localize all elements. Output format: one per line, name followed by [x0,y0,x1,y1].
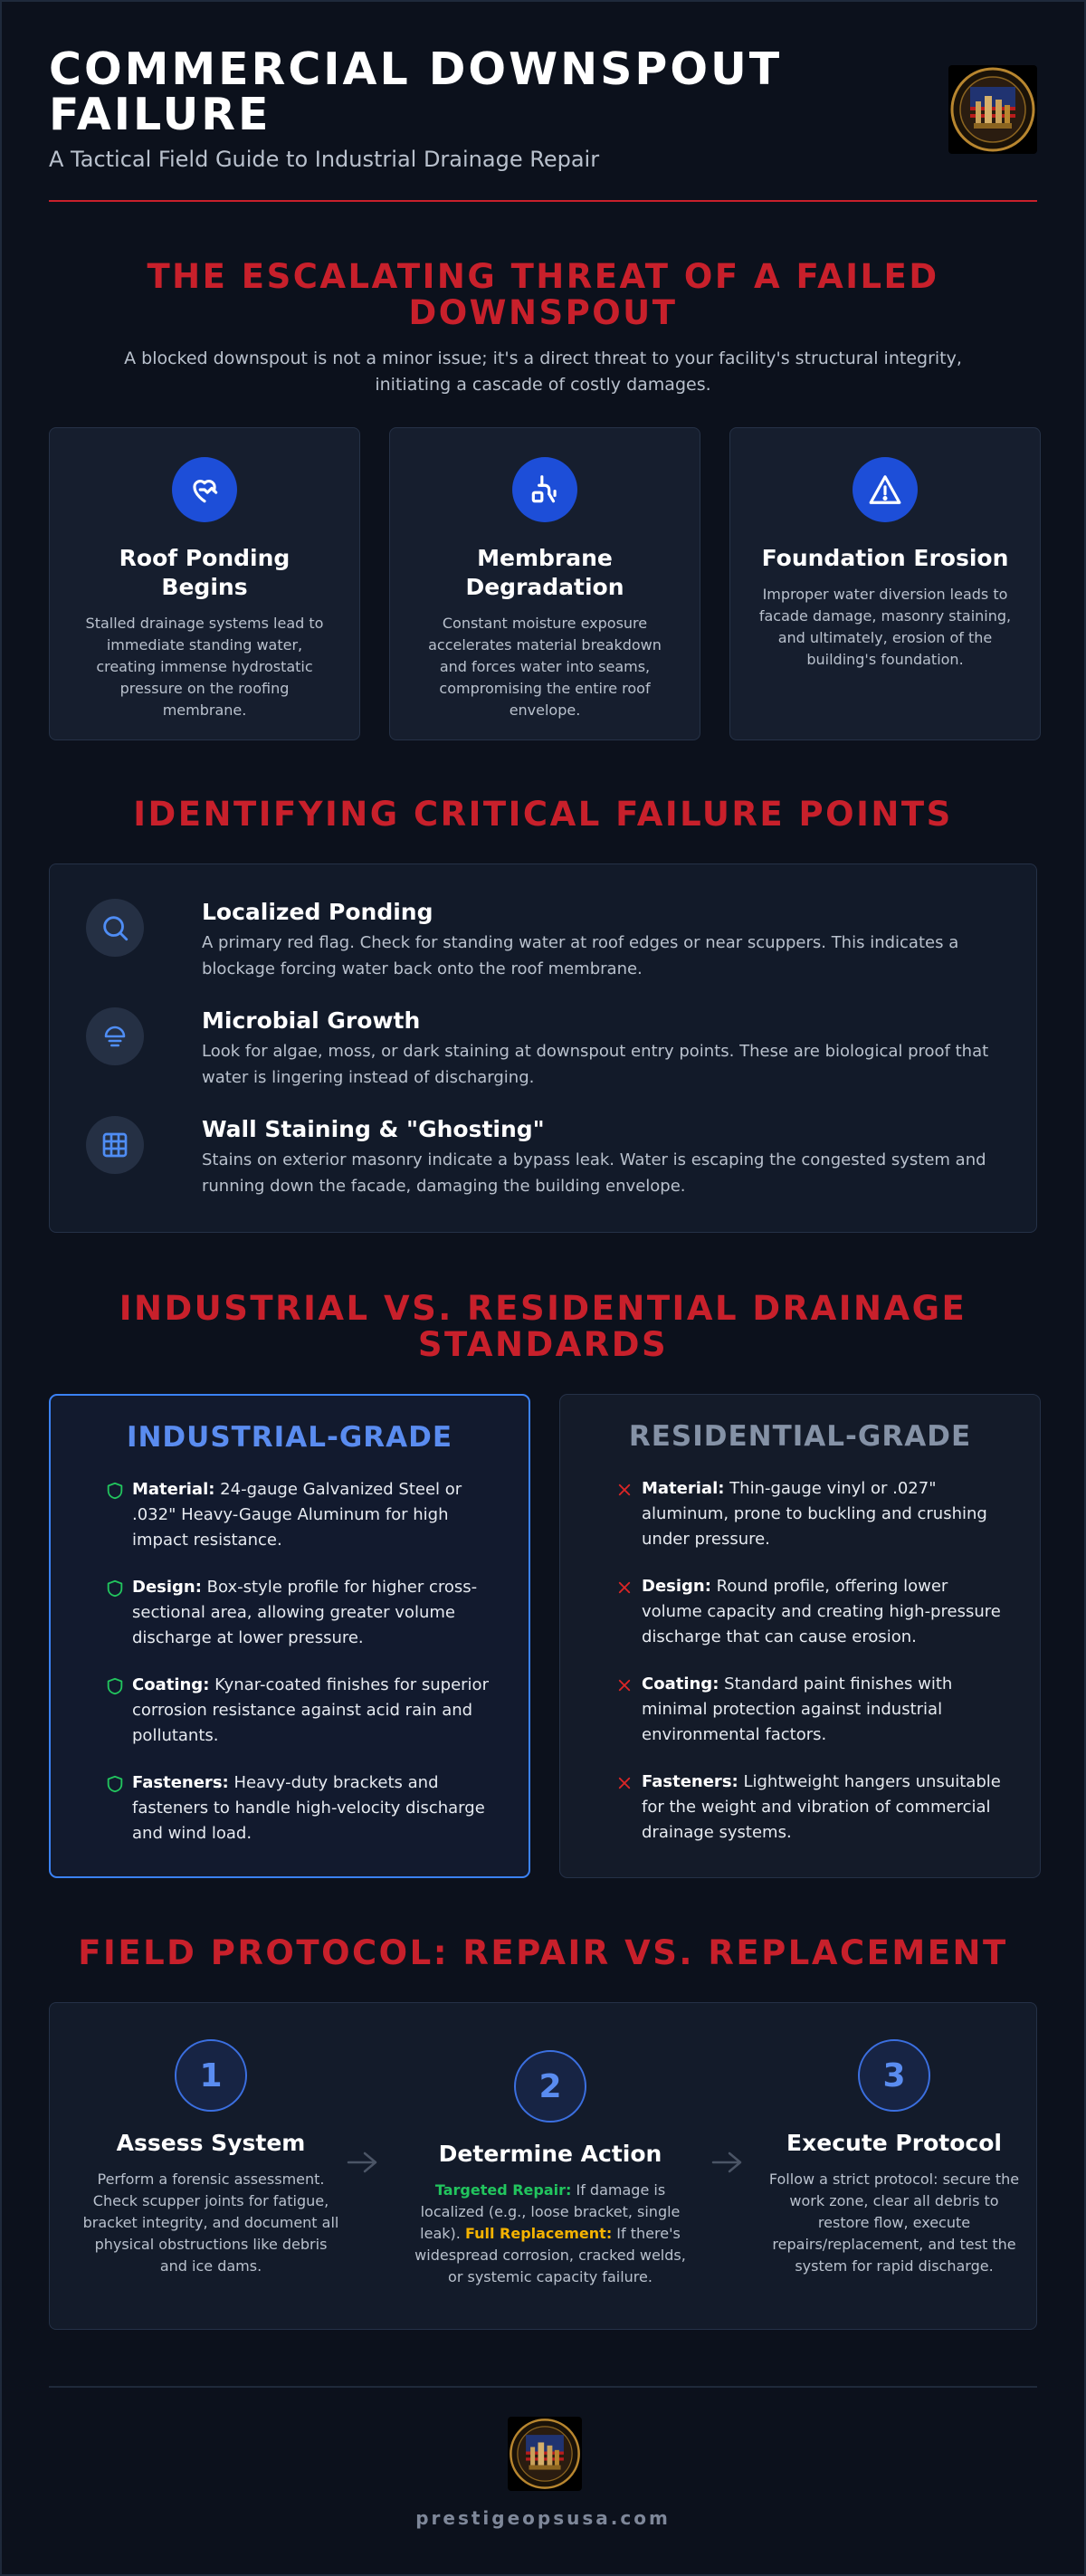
protocol-step-execute [763,2039,1025,2277]
industrial-row-material: Material: 24-gauge Galvanized Steel or .032" Heavy-Gauge Aluminum for high impact resistance. [78,1477,501,1553]
pipe-leak-icon [512,457,577,522]
step-number-badge: 1 [175,2039,247,2112]
residential-grade-title: RESIDENTIAL-GRADE [628,1420,972,1453]
threat-section-title: THE ESCALATING THREAT OF A FAILED DOWNSPOUT [147,257,939,332]
step-number-badge: 3 [858,2039,930,2112]
x-icon [614,1675,634,1695]
shield-check-icon [105,1774,125,1794]
failure-item-text: A primary red flag. Check for standing water at roof edges or near scuppers. This indicates a blockage forcing water back onto the roof membrane. [202,933,959,978]
step-text: Targeted Repair: If damage is localized (e.g., loose bracket, single leak). Full Replacement: If there's widespread corrosion, cracked welds, or systemic capacity failure. [414,2181,686,2285]
threat-card-title: Foundation Erosion [761,545,1009,571]
header-divider [49,200,1037,202]
heart-hand-icon [172,457,237,522]
eagle-emblem-icon [508,2417,582,2491]
threat-card-text: Stalled drainage systems lead to immediate standing water, creating immense hydrostatic pressure on the roofing membrane. [85,615,324,719]
threat-card-text: Constant moisture exposure accelerates material breakdown and forces water into seams, compromising the entire roof envelope. [428,615,662,719]
residential-row-coating: Coating: Standard paint finishes with minimal protection against industrial environmental factors. [587,1672,1013,1748]
shield-check-icon [105,1676,125,1696]
failure-points-panel [49,863,1037,1233]
step-title: Determine Action [438,2141,662,2167]
brick-wall-icon [86,1116,144,1174]
failure-item-text: Look for algae, moss, or dark staining at downspout entry points. These are biological proof that water is lingering instead of discharging. [202,1042,989,1087]
shield-check-icon [105,1579,125,1598]
residential-grade-card [559,1394,1041,1878]
failure-item-microbial [86,1007,1000,1091]
residential-row-material: Material: Thin-gauge vinyl or .027" aluminum, prone to buckling and crushing under pressure. [587,1476,1013,1552]
industrial-row-coating: Coating: Kynar-coated finishes for superior corrosion resistance against acid rain and pollutants. [78,1673,501,1749]
protocol-section-title: FIELD PROTOCOL: REPAIR VS. REPLACEMENT [78,1933,1008,1972]
x-icon [614,1578,634,1598]
industrial-grade-card [49,1394,530,1878]
failure-item-text: Stains on exterior masonry indicate a bypass leak. Water is escaping the congested system and running down the facade, damaging the building envelope. [202,1150,986,1196]
x-icon [614,1773,634,1793]
header [49,43,827,172]
protocol-step-determine [414,2050,686,2288]
threat-card-membrane [389,427,700,740]
warning-triangle-icon [853,457,918,522]
step-title: Assess System [116,2130,306,2156]
failure-item-title: Microbial Growth [202,1007,421,1034]
failure-item-wall-staining [86,1116,1000,1199]
eagle-emblem-icon [948,65,1037,154]
threat-card-foundation [729,427,1041,740]
footer-logo [508,2417,582,2491]
residential-row-design: Design: Round profile, offering lower volume capacity and creating high-pressure discharge that can cause erosion. [587,1574,1013,1650]
threat-card-title: Roof Ponding Begins [119,545,291,600]
step-text: Perform a forensic assessment. Check scupper joints for fatigue, bracket integrity, and document all physical obstructions like debris and ice dams. [82,2171,339,2275]
threat-intro: A blocked downspout is not a minor issue; it's a direct threat to your facility's structural integrity, initiating a cascade of costly damages. [124,348,962,395]
search-icon [86,899,144,957]
footer-divider [49,2386,1037,2388]
failure-section-title: IDENTIFYING CRITICAL FAILURE POINTS [133,795,953,834]
threat-card-title: Membrane Degradation [465,545,624,600]
arrow-right-icon [344,2149,380,2176]
industrial-grade-title: INDUSTRIAL-GRADE [126,1421,453,1454]
page-title: COMMERCIAL DOWNSPOUT FAILURE [49,43,783,140]
targeted-repair-label: Targeted Repair: [434,2181,572,2199]
failure-item-title: Wall Staining & "Ghosting" [202,1116,545,1142]
x-icon [614,1480,634,1500]
mold-icon [86,1007,144,1065]
threat-card-text: Improper water diversion leads to facade damage, masonry staining, and ultimately, erosion of the building's foundation. [758,586,1012,668]
threat-card-roof-ponding [49,427,360,740]
residential-row-fasteners: Fasteners: Lightweight hangers unsuitable for the weight and vibration of commercial drainage systems. [587,1770,1013,1846]
shield-check-icon [105,1481,125,1501]
failure-item-ponding [86,899,1000,982]
company-logo [948,65,1037,154]
page-subtitle: A Tactical Field Guide to Industrial Drainage Repair [49,147,600,172]
failure-item-title: Localized Ponding [202,899,433,925]
footer-website-link[interactable]: prestigeopsusa.com [415,2507,671,2529]
full-replacement-label: Full Replacement: [464,2225,613,2242]
industrial-row-fasteners: Fasteners: Heavy-duty brackets and fasteners to handle high-velocity discharge and wind load. [78,1770,501,1846]
step-title: Execute Protocol [786,2130,1002,2156]
protocol-step-assess [80,2039,342,2277]
standards-section-title: INDUSTRIAL VS. RESIDENTIAL DRAINAGE STANDARDS [119,1289,967,1364]
industrial-row-design: Design: Box-style profile for higher cross-sectional area, allowing greater volume discharge at lower pressure. [78,1575,501,1651]
arrow-right-icon [709,2149,745,2176]
step-text: Follow a strict protocol: secure the work zone, clear all debris to restore flow, execute repairs/replacement, and test the system for rapid discharge. [768,2171,1020,2275]
step-number-badge: 2 [514,2050,586,2123]
protocol-panel [49,2002,1037,2330]
